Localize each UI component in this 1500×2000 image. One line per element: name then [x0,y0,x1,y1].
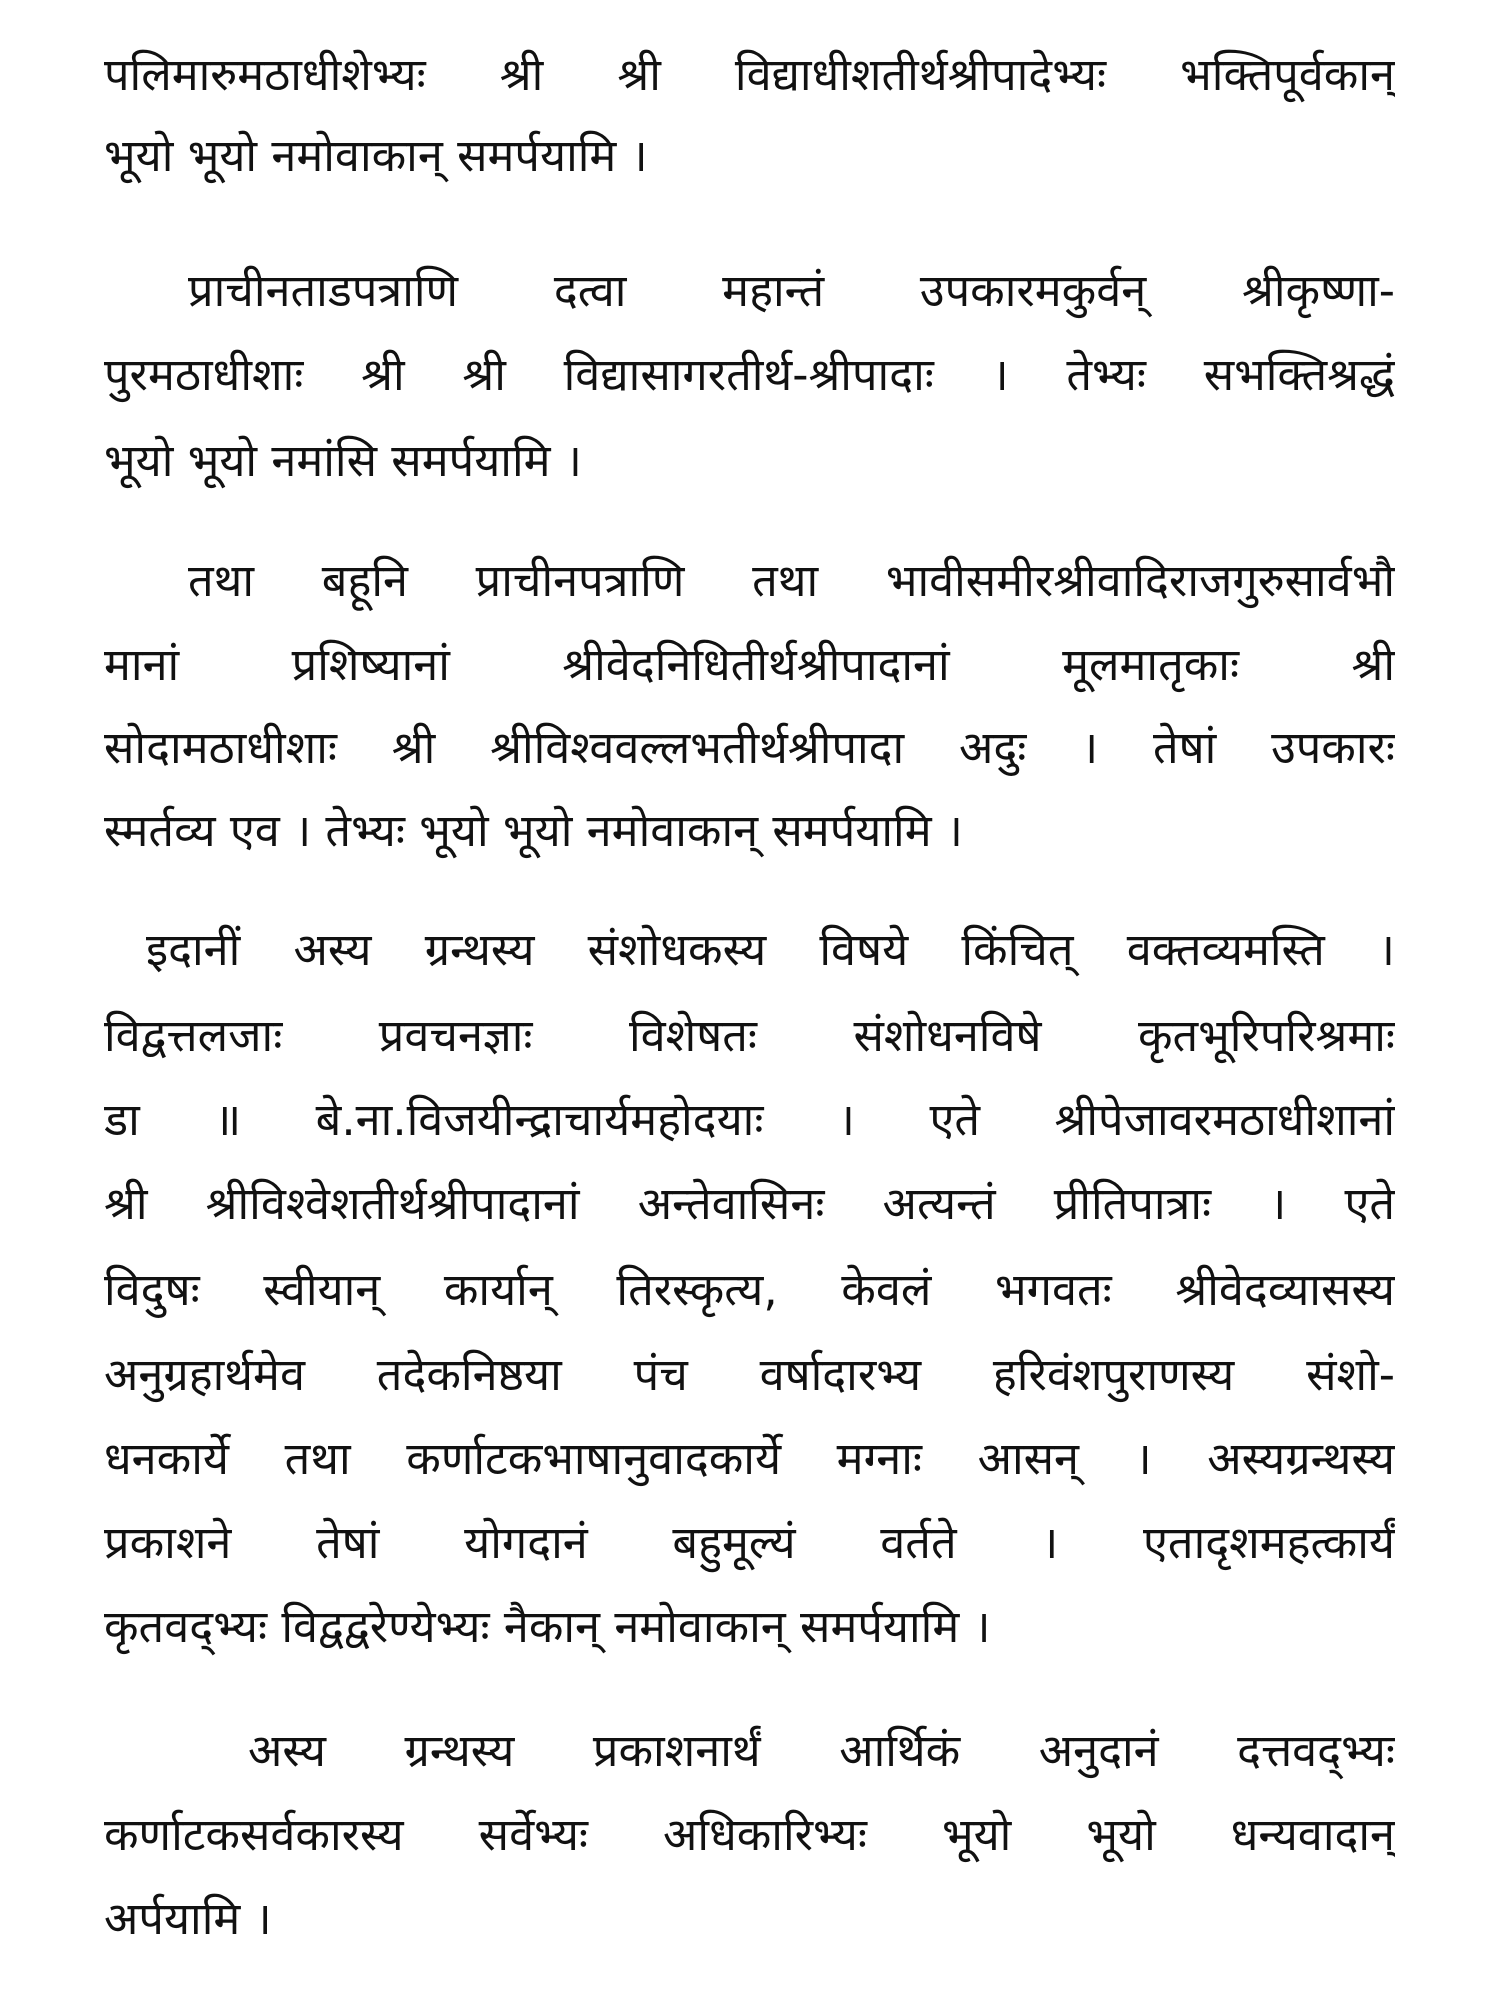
text-line: अनुग्रहार्थमेव तदेकनिष्ठया पंच वर्षादारभ्य हरिवंशपुराणस्य संशो- [104,1348,1395,1401]
text-line: सोदामठाधीशाः श्री श्रीविश्ववल्लभतीर्थश्रीपादा अदुः । तेषां उपकारः [104,721,1395,774]
text-line: श्री श्रीविश्वेशतीर्थश्रीपादानां अन्तेवासिनः अत्यन्तं प्रीतिपात्राः । एते [104,1177,1395,1230]
text-line: विद्वत्तलजाः प्रवचनज्ञाः विशेषतः संशोधनविषे कृतभूरिपरिश्रमाः [104,1009,1395,1062]
text-line: कर्णाटकसर्वकारस्य सर्वेभ्यः अधिकारिभ्यः भूयो भूयो धन्यवादान् [104,1808,1395,1861]
text-line: प्राचीनताडपत्राणि दत्वा महान्तं उपकारमकुर्वन् श्रीकृष्णा- [188,264,1395,317]
text-line: कृतवद्भ्यः विद्वद्वरेण्येभ्यः नैकान् नमोवाकान् समर्पयामि । [104,1600,991,1653]
text-line: प्रकाशने तेषां योगदानं बहुमूल्यं वर्तते । एतादृशमहत्कार्यं [104,1516,1395,1569]
text-line: स्मर्तव्य एव । तेभ्यः भूयो भूयो नमोवाकान् समर्पयामि । [104,804,963,857]
text-line: पुरमठाधीशाः श्री श्री विद्यासागरतीर्थ-श्रीपादाः । तेभ्यः सभक्तिश्रद्धं [104,348,1395,401]
text-line: धनकार्ये तथा कर्णाटकभाषानुवादकार्ये मग्नाः आसन् । अस्यग्रन्थस्य [104,1432,1395,1485]
text-line: अर्पयामि । [104,1892,272,1945]
text-line: विदुषः स्वीयान् कार्यान् तिरस्कृत्य, केवलं भगवतः श्रीवेदव्यासस्य [104,1263,1395,1316]
text-line: भूयो भूयो नमोवाकान् समर्पयामि । [104,129,648,182]
text-line: तथा बहूनि प्राचीनपत्राणि तथा भावीसमीरश्रीवादिराजगुरुसार्वभौ [188,554,1395,607]
text-line: मानां प्रशिष्यानां श्रीवेदनिधितीर्थश्रीपादानां मूलमातृकाः श्री [104,638,1395,691]
text-line: पलिमारुमठाधीशेभ्यः श्री श्री विद्याधीशतीर्थश्रीपादेभ्यः भक्तिपूर्वकान् [104,48,1395,101]
text-line: डा ॥ बे.ना.विजयीन्द्राचार्यमहोदयाः । एते श्रीपेजावरमठाधीशानां [104,1093,1395,1146]
text-line: इदानीं अस्य ग्रन्थस्य संशोधकस्य विषये किंचित् वक्तव्यमस्ति । [146,923,1395,976]
text-line: भूयो भूयो नमांसि समर्पयामि । [104,434,582,487]
text-line: अस्य ग्रन्थस्य प्रकाशनार्थं आर्थिकं अनुदानं दत्तवद्भ्यः [248,1724,1395,1777]
